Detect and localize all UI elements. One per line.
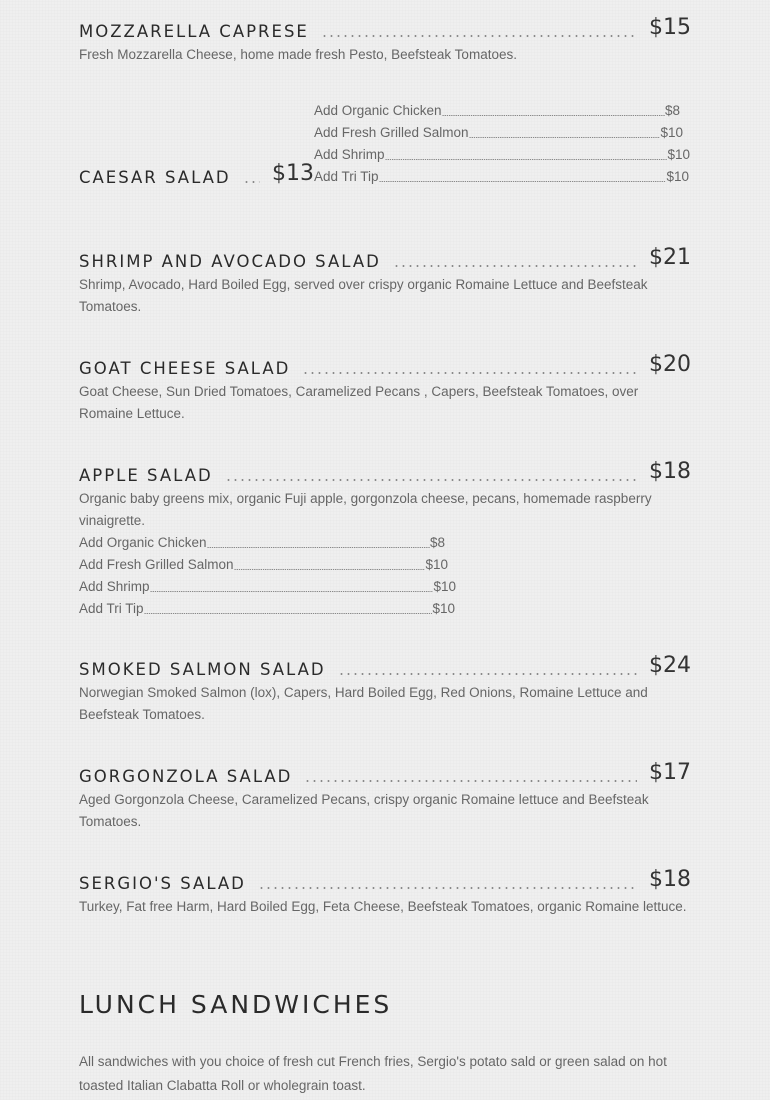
menu-item-price: $17 [649,760,691,785]
menu-item-mozzarella-caprese [79,13,691,66]
dotted-leader [225,479,637,481]
menu-item-price: $21 [649,245,691,270]
menu-item-name: SHRIMP AND AVOCADO SALAD [79,252,381,271]
dotted-leader [304,780,637,782]
addon-price: $10 [425,557,448,572]
dotted-leader [243,181,260,183]
addon-label: Add Tri Tip [79,601,144,616]
addon-leader [150,591,434,592]
menu-item-description: Norwegian Smoked Salmon (lox), Capers, Hard Boiled Egg, Red Onions, Romaine Lettuce and Beefsteak Tomatoes. [79,685,648,722]
menu-item-name: GORGONZOLA SALAD [79,767,293,786]
menu-item-shrimp-avocado-salad [79,243,691,318]
addon-row [314,122,683,144]
menu-item-name: CAESAR SALAD [79,168,231,187]
menu-item-header [79,13,691,43]
menu-item-header [79,651,691,681]
menu-item-name: SERGIO'S SALAD [79,874,246,893]
menu-item-gorgonzola-salad [79,758,691,833]
menu-item-price: $15 [649,15,691,40]
menu-item-name: APPLE SALAD [79,466,213,485]
menu-item-description: Goat Cheese, Sun Dried Tomatoes, Caramelized Pecans , Capers, Beefsteak Tomatoes, over Romaine Lettuce. [79,384,639,421]
menu-item-name: SMOKED SALMON SALAD [79,660,326,679]
apple-addons-list [79,532,459,620]
addon-price: $8 [429,535,445,550]
addon-leader [385,159,668,160]
addon-label: Add Organic Chicken [79,535,207,550]
addon-leader [144,613,433,614]
menu-item-header [79,758,691,788]
addon-row [79,532,445,554]
dotted-leader [258,887,637,889]
menu-item-apple-salad [79,457,691,620]
dotted-leader [338,673,637,675]
menu-item-caesar-salad [79,159,314,189]
dotted-leader [393,265,637,267]
menu-item-description: Fresh Mozzarella Cheese, home made fresh Pesto, Beefsteak Tomatoes. [79,47,517,62]
addon-price: $10 [433,579,456,594]
menu-item-price: $18 [649,459,691,484]
addon-row [314,100,680,122]
menu-item-header [79,350,691,380]
menu-item-header [79,243,691,273]
addon-label: Add Fresh Grilled Salmon [79,557,234,572]
addon-price: $8 [664,103,680,118]
menu-item-header [79,457,691,487]
menu-item-name: GOAT CHEESE SALAD [79,359,291,378]
addon-price: $10 [667,147,690,162]
addon-leader [207,547,430,548]
section-description: All sandwiches with you choice of fresh cut French fries, Sergio's potato sald or green salad on hot toasted Italian Clabatta Roll or wholegrain toast. [79,1054,667,1093]
menu-item-name: MOZZARELLA CAPRESE [79,22,309,41]
menu-item-sergios-salad [79,865,691,918]
menu-item-description: Organic baby greens mix, organic Fuji apple, gorgonzola cheese, pecans, homemade raspberry vinaigrette. [79,491,652,528]
addon-label: Add Tri Tip [314,169,379,184]
dotted-leader [321,35,637,37]
addon-label: Add Fresh Grilled Salmon [314,125,469,140]
menu-item-price: $24 [649,653,691,678]
menu-item-header [79,865,691,895]
addon-row [79,576,456,598]
addon-row [79,598,455,620]
addon-row [314,144,690,166]
addon-leader [442,115,665,116]
addon-label: Add Organic Chicken [314,103,442,118]
menu-item-price: $13 [272,161,314,186]
addon-label: Add Shrimp [314,147,385,162]
addon-leader [234,569,426,570]
dotted-leader [302,372,637,374]
addon-label: Add Shrimp [79,579,150,594]
addon-row [314,166,689,188]
addon-price: $10 [432,601,455,616]
section-title: LUNCH SANDWICHES [79,990,393,1019]
menu-item-price: $20 [649,352,691,377]
addon-row [79,554,448,576]
addon-leader [379,181,667,182]
addon-price: $10 [666,169,689,184]
addon-leader [469,137,661,138]
menu-item-description: Aged Gorgonzola Cheese, Caramelized Pecans, crispy organic Romaine lettuce and Beefsteak Tomatoes. [79,792,649,829]
addon-price: $10 [660,125,683,140]
menu-item-smoked-salmon-salad [79,651,691,726]
menu-item-description: Shrimp, Avocado, Hard Boiled Egg, served over crispy organic Romaine Lettuce and Beefsteak Tomatoes. [79,277,648,314]
menu-item-goat-cheese-salad [79,350,691,425]
menu-item-description: Turkey, Fat free Harm, Hard Boiled Egg, Feta Cheese, Beefsteak Tomatoes, organic Romaine lettuce. [79,899,687,914]
caesar-addons-list [314,100,689,188]
menu-item-header [79,159,314,189]
menu-item-price: $18 [649,867,691,892]
